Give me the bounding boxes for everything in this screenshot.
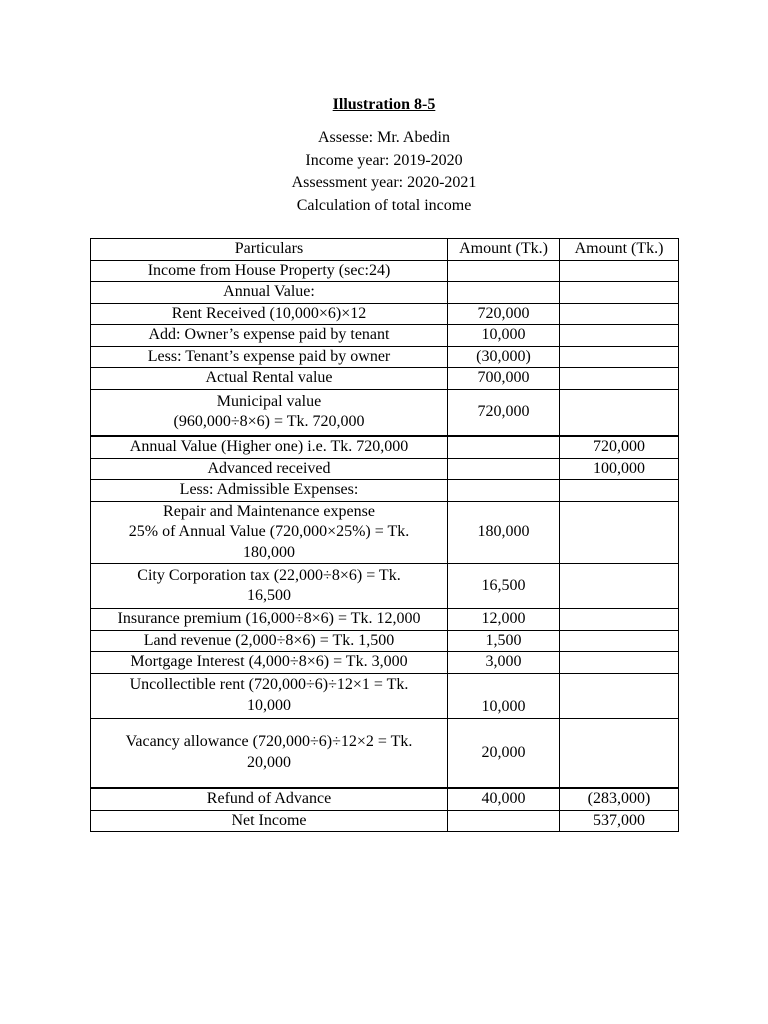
assessee-name: Assesse: Mr. Abedin	[318, 129, 450, 146]
amount-1-cell	[448, 458, 560, 480]
document-title: Illustration 8-5	[332, 96, 436, 113]
particulars-cell: Annual Value (Higher one) i.e. Tk. 720,000	[91, 436, 448, 458]
amount-1-cell	[448, 436, 560, 458]
amount-2-cell	[560, 652, 679, 674]
particulars-cell: Net Income	[91, 810, 448, 832]
amount-2-cell	[560, 325, 679, 347]
amount-2-cell: 537,000	[560, 810, 679, 832]
table-row	[91, 652, 679, 674]
amount-2-cell: (283,000)	[560, 788, 679, 810]
amount-2-cell	[560, 480, 679, 502]
table-row	[91, 630, 679, 652]
amount-2-cell	[560, 303, 679, 325]
amount-2-cell	[560, 389, 679, 436]
table-row	[91, 564, 679, 609]
table-row	[91, 389, 679, 436]
amount-1-cell: 3,000	[448, 652, 560, 674]
particulars-cell: Income from House Property (sec:24)	[91, 260, 448, 282]
table-row	[91, 282, 679, 304]
amount-1-cell: 1,500	[448, 630, 560, 652]
table-row	[91, 303, 679, 325]
particulars-cell: Add: Owner’s expense paid by tenant	[91, 325, 448, 347]
table-row	[91, 346, 679, 368]
amount-2-cell	[560, 564, 679, 609]
amount-2-cell	[560, 673, 679, 718]
amount-2-cell: 100,000	[560, 458, 679, 480]
assessment-year: Assessment year: 2020-2021	[291, 174, 477, 192]
amount-2-cell	[560, 368, 679, 390]
amount-1-cell: 20,000	[448, 718, 560, 788]
amount-1-cell: 700,000	[448, 368, 560, 390]
table-row	[91, 436, 679, 458]
amount-1-cell	[448, 282, 560, 304]
table-row	[91, 810, 679, 832]
header-amount-1: Amount (Tk.)	[448, 239, 560, 261]
particulars-cell: Municipal value (960,000÷8×6) = Tk. 720,000	[91, 389, 448, 436]
amount-1-cell: 720,000	[448, 389, 560, 436]
table-row	[91, 788, 679, 810]
amount-1-cell: 12,000	[448, 609, 560, 631]
header-amount-2: Amount (Tk.)	[560, 239, 679, 261]
particulars-cell: City Corporation tax (22,000÷8×6) = Tk. 16,500	[91, 564, 448, 609]
table-row	[91, 609, 679, 631]
amount-2-cell	[560, 260, 679, 282]
amount-2-cell	[560, 630, 679, 652]
particulars-cell: Actual Rental value	[91, 368, 448, 390]
particulars-cell: Repair and Maintenance expense 25% of Annual Value (720,000×25%) = Tk. 180,000	[91, 501, 448, 564]
income-year: Income year: 2019-2020	[305, 151, 463, 169]
particulars-cell: Uncollectible rent (720,000÷6)÷12×1 = Tk. 10,000	[91, 673, 448, 718]
amount-1-cell	[448, 260, 560, 282]
amount-1-cell: 720,000	[448, 303, 560, 325]
amount-2-cell	[560, 718, 679, 788]
particulars-cell: Annual Value:	[91, 282, 448, 304]
amount-1-cell: (30,000)	[448, 346, 560, 368]
particulars-cell: Insurance premium (16,000÷8×6) = Tk. 12,000	[91, 609, 448, 631]
particulars-cell: Advanced received	[91, 458, 448, 480]
particulars-cell: Less: Tenant’s expense paid by owner	[91, 346, 448, 368]
amount-1-cell: 180,000	[448, 501, 560, 564]
table-row	[91, 325, 679, 347]
amount-2-cell	[560, 282, 679, 304]
particulars-cell: Less: Admissible Expenses:	[91, 480, 448, 502]
table-row	[91, 480, 679, 502]
particulars-cell: Vacancy allowance (720,000÷6)÷12×2 = Tk. 20,000	[91, 718, 448, 788]
amount-2-cell	[560, 501, 679, 564]
amount-2-cell	[560, 609, 679, 631]
table-row	[91, 458, 679, 480]
table-row	[91, 260, 679, 282]
calculation-caption: Calculation of total income	[296, 197, 472, 215]
particulars-cell: Mortgage Interest (4,000÷8×6) = Tk. 3,000	[91, 652, 448, 674]
particulars-cell: Refund of Advance	[91, 788, 448, 810]
table-row	[91, 718, 679, 788]
amount-1-cell	[448, 810, 560, 832]
amount-1-cell: 16,500	[448, 564, 560, 609]
particulars-cell: Rent Received (10,000×6)×12	[91, 303, 448, 325]
amount-1-cell: 10,000	[448, 325, 560, 347]
table-row	[91, 368, 679, 390]
amount-2-cell	[560, 346, 679, 368]
amount-1-cell: 40,000	[448, 788, 560, 810]
table-row	[91, 673, 679, 718]
table-header-row	[91, 239, 679, 261]
header-particulars: Particulars	[91, 239, 448, 261]
particulars-cell: Land revenue (2,000÷8×6) = Tk. 1,500	[91, 630, 448, 652]
amount-1-cell	[448, 480, 560, 502]
amount-2-cell: 720,000	[560, 436, 679, 458]
amount-1-cell: 10,000	[448, 673, 560, 718]
table-row	[91, 501, 679, 564]
assessee-info	[0, 127, 768, 218]
income-calculation-table	[90, 238, 679, 832]
